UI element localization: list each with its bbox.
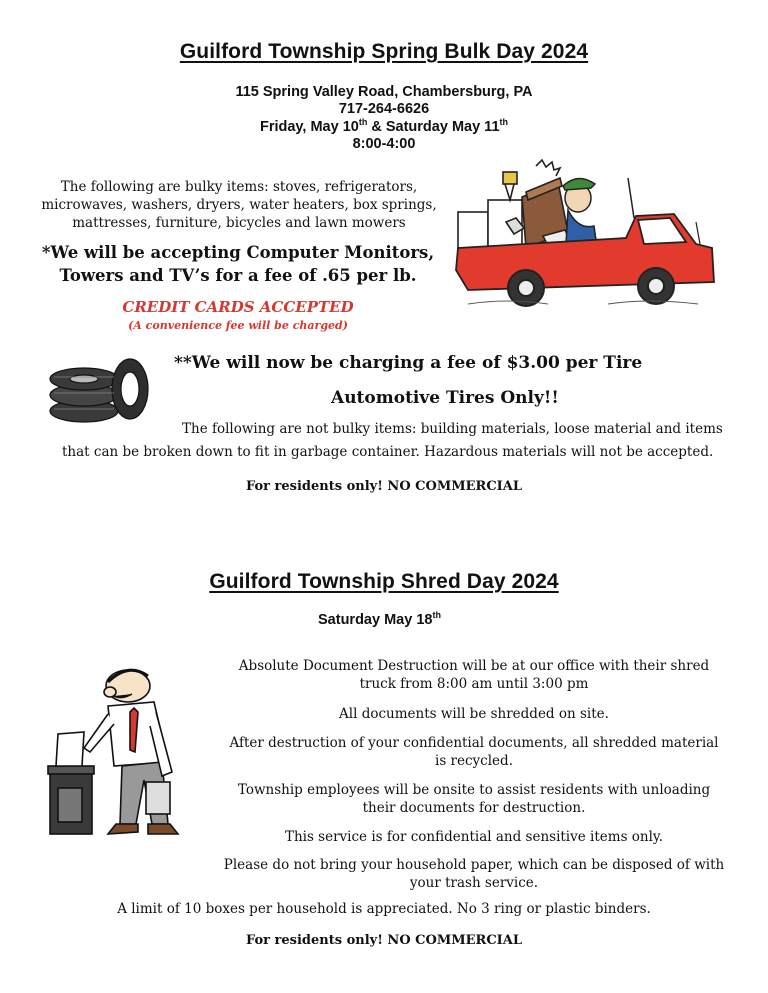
shred-p1-line-1: Absolute Document Destruction will be at our office with their shred (238, 658, 710, 674)
electronics-line-1: *We will be accepting Computer Monitors, (41, 243, 435, 262)
bulk-dates: Friday, May 10th & Saturday May 11th (259, 117, 509, 135)
bulk-title: Guilford Township Spring Bulk Day 2024 (179, 40, 589, 63)
shred-p5: This service is for confidential and sensitive items only. (284, 829, 664, 845)
tire-only-text: Automotive Tires Only!! (331, 388, 559, 408)
shredder-man-illustration (44, 662, 214, 847)
credit-cards-text: CREDIT CARDS ACCEPTED (122, 298, 354, 316)
shred-p3-line-2: is recycled. (435, 753, 513, 769)
shred-p4-line-1: Township employees will be onsite to assist residents with unloading (237, 782, 711, 798)
shred-title: Guilford Township Shred Day 2024 (209, 570, 559, 593)
shred-p6-line-1: Please do not bring your household paper, which can be disposed of with (223, 857, 725, 873)
shred-p7: A limit of 10 boxes per household is appreciated. No 3 ring or plastic binders. (117, 901, 651, 917)
bulk-address: 115 Spring Valley Road, Chambersburg, PA (235, 84, 533, 100)
tires-illustration (44, 355, 156, 427)
shred-p3-line-1: After destruction of your confidential documents, all shredded material (229, 735, 719, 751)
shred-date: Saturday May 18th (318, 610, 441, 628)
bulk-residents-only: For residents only! NO COMMERCIAL (245, 479, 522, 494)
bulk-phone: 717-264-6626 (338, 101, 430, 117)
bulk-hours: 8:00-4:00 (352, 136, 416, 152)
truck-illustration (448, 152, 718, 312)
shred-residents-only: For residents only! NO COMMERCIAL (245, 933, 522, 948)
not-bulky-line-2: that can be broken down to fit in garbage container. Hazardous materials will not be accepted. (62, 444, 714, 460)
bulky-items-text: The following are bulky items: stoves, refrigerators, microwaves, washers, dryers, water heaters, box springs, mattresses, furniture, bicycles and lawn mowers (41, 179, 437, 231)
shred-p2: All documents will be shredded on site. (339, 706, 609, 722)
shred-p6-line-2: your trash service. (409, 875, 539, 891)
electronics-line-2: Towers and TV’s for a fee of .65 per lb. (59, 266, 417, 285)
not-bulky-line-1: The following are not bulky items: building materials, loose material and items (182, 421, 723, 437)
convenience-fee-text: (A convenience fee will be charged) (128, 319, 348, 332)
shred-p1-line-2: truck from 8:00 am until 3:00 pm (359, 676, 589, 692)
shred-p4-line-2: their documents for destruction. (362, 800, 586, 816)
tire-fee-text: **We will now be charging a fee of $3.00 per Tire (174, 353, 643, 373)
